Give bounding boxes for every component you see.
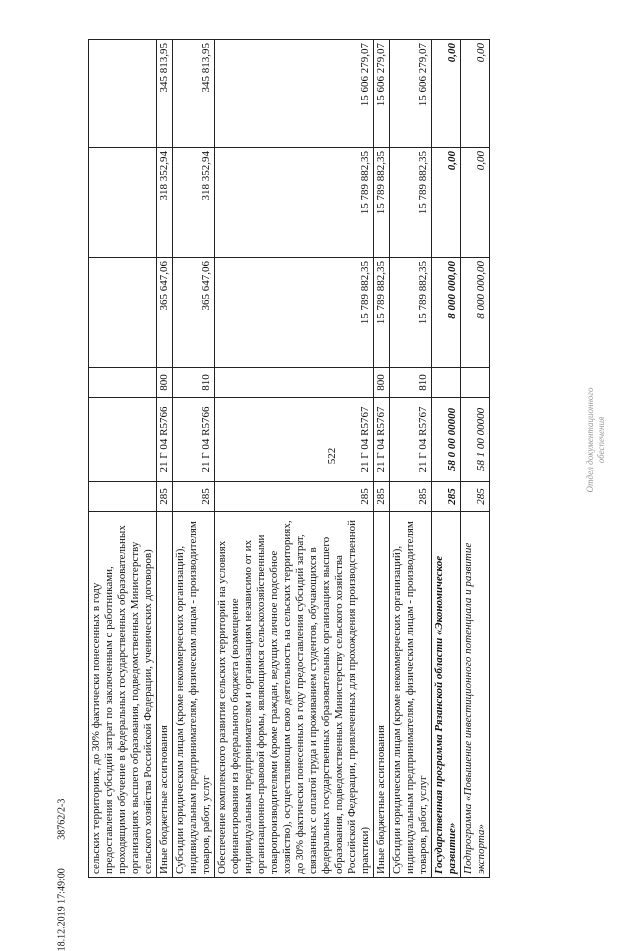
table-row — [215, 40, 374, 878]
row-name-cell: Иные бюджетные ассигнования — [374, 512, 390, 878]
row-sum-2020-cell: 8 000 000,00 — [432, 258, 461, 368]
row-vedomstvo-cell: 285 — [374, 482, 390, 512]
row-vr-cell: 800 — [374, 368, 390, 398]
row-name-cell: Иные бюджетные ассигнования — [157, 512, 173, 878]
row-sum-2021-cell: 318 352,94 — [157, 148, 173, 258]
row-csr-cell: 21 Г 04 R5767 — [374, 398, 390, 482]
stamp-line-1: Отдел документационного — [585, 387, 595, 493]
page-number: 522 — [326, 447, 338, 465]
row-sum-2021-cell: 15 789 882,35 — [374, 148, 390, 258]
row-csr-cell: 21 Г 04 R5766 — [157, 398, 173, 482]
row-name-cell: сельских территориях, до 30% фактически понесенных в году предоставления субсидий затрат по заключенным с работниками, проходящими обучение в федеральных государственных образовательных организациях высшего образования, подведомственных Министерству сельского хозяйства Российской Федерации, ученических договоров) — [89, 512, 157, 878]
row-vedomstvo-cell: 285 — [173, 482, 215, 512]
row-csr-cell: 58 0 00 00000 — [432, 398, 461, 482]
budget-table-rotated — [88, 40, 608, 878]
footer-datetime: 18.12.2019 17:49:00 — [56, 868, 68, 951]
row-sum-2020-cell: 365 647,06 — [173, 258, 215, 368]
row-sum-2021-cell: 15 789 882,35 — [390, 148, 432, 258]
row-sum-2021-cell: 318 352,94 — [173, 148, 215, 258]
row-vr-cell: 810 — [173, 368, 215, 398]
row-sum-2020-cell: 15 789 882,35 — [215, 258, 374, 368]
row-vr-cell — [461, 368, 490, 398]
row-name-cell: Подпрограмма «Повышение инвестиционного потенциала и развитие экспорта» — [461, 512, 490, 878]
row-csr-cell — [89, 398, 157, 482]
budget-table — [88, 39, 490, 878]
table-row — [89, 40, 157, 878]
row-sum-2022-cell — [89, 40, 157, 148]
row-vedomstvo-cell: 285 — [215, 482, 374, 512]
row-sum-2020-cell: 365 647,06 — [157, 258, 173, 368]
row-sum-2022-cell: 345 813,95 — [157, 40, 173, 148]
row-sum-2021-cell: 15 789 882,35 — [215, 148, 374, 258]
row-csr-cell: 21 Г 04 R5766 — [173, 398, 215, 482]
row-sum-2021-cell — [89, 148, 157, 258]
row-sum-2020-cell: 15 789 882,35 — [390, 258, 432, 368]
row-vedomstvo-cell — [89, 482, 157, 512]
table-row — [374, 40, 390, 878]
row-sum-2022-cell: 15 606 279,07 — [215, 40, 374, 148]
row-name-cell: Субсидии юридическим лицам (кроме некоммерческих организаций), индивидуальным предпринимателям, физическим лицам - производителям товаров, работ, услуг — [173, 512, 215, 878]
table-row — [157, 40, 173, 878]
row-csr-cell: 21 Г 04 R5767 — [390, 398, 432, 482]
row-vr-cell — [89, 368, 157, 398]
row-sum-2021-cell: 0,00 — [461, 148, 490, 258]
row-vedomstvo-cell: 285 — [390, 482, 432, 512]
stamp — [585, 388, 607, 493]
row-vr-cell — [215, 368, 374, 398]
footer-doc-id: 38762/2-3 — [56, 798, 68, 840]
row-csr-cell: 21 Г 04 R5767 — [215, 398, 374, 482]
table-row — [173, 40, 215, 878]
row-vedomstvo-cell: 285 — [461, 482, 490, 512]
row-name-cell: Обеспечение комплексного развития сельских территорий на условиях софинансирования из федерального бюджета (возмещение индивидуальным предпринимателям и организациям независимо от их организационно-правовой формы, являющимся сельскохозяйственными товаропроизводителями (кроме граждан, ведущих личное подсобное хозяйство), осуществляющим свою деятельность на сельских территориях, до 30% фактически понесенных в году предоставления субсидий затрат, связанных с оплатой труда и проживанием студентов, обучающихся в федеральных государственных образовательных организациях высшего образования, подведомственных Министерству сельского хозяйства Российской Федерации, привлеченных для прохождения производственной практики) — [215, 512, 374, 878]
row-sum-2020-cell: 15 789 882,35 — [374, 258, 390, 368]
footer — [57, 773, 68, 951]
row-sum-2022-cell: 15 606 279,07 — [374, 40, 390, 148]
row-sum-2022-cell: 0,00 — [461, 40, 490, 148]
row-vedomstvo-cell: 285 — [157, 482, 173, 512]
row-vr-cell — [432, 368, 461, 398]
row-vr-cell: 800 — [157, 368, 173, 398]
row-name-cell: Субсидии юридическим лицам (кроме некоммерческих организаций), индивидуальным предпринимателям, физическим лицам - производителям товаров, работ, услуг — [390, 512, 432, 878]
row-sum-2022-cell: 15 606 279,07 — [390, 40, 432, 148]
row-vedomstvo-cell: 285 — [432, 482, 461, 512]
row-sum-2021-cell: 0,00 — [432, 148, 461, 258]
table-body — [89, 40, 490, 878]
row-sum-2022-cell: 345 813,95 — [173, 40, 215, 148]
row-vr-cell: 810 — [390, 368, 432, 398]
stamp-line-2: обеспечения — [596, 416, 606, 464]
row-csr-cell: 58 1 00 00000 — [461, 398, 490, 482]
row-sum-2020-cell — [89, 258, 157, 368]
row-name-cell: Государственная программа Рязанской области «Экономическое развитие» — [432, 512, 461, 878]
row-sum-2022-cell: 0,00 — [432, 40, 461, 148]
row-sum-2020-cell: 8 000 000,00 — [461, 258, 490, 368]
table-row — [432, 40, 461, 878]
table-row — [461, 40, 490, 878]
table-row — [390, 40, 432, 878]
